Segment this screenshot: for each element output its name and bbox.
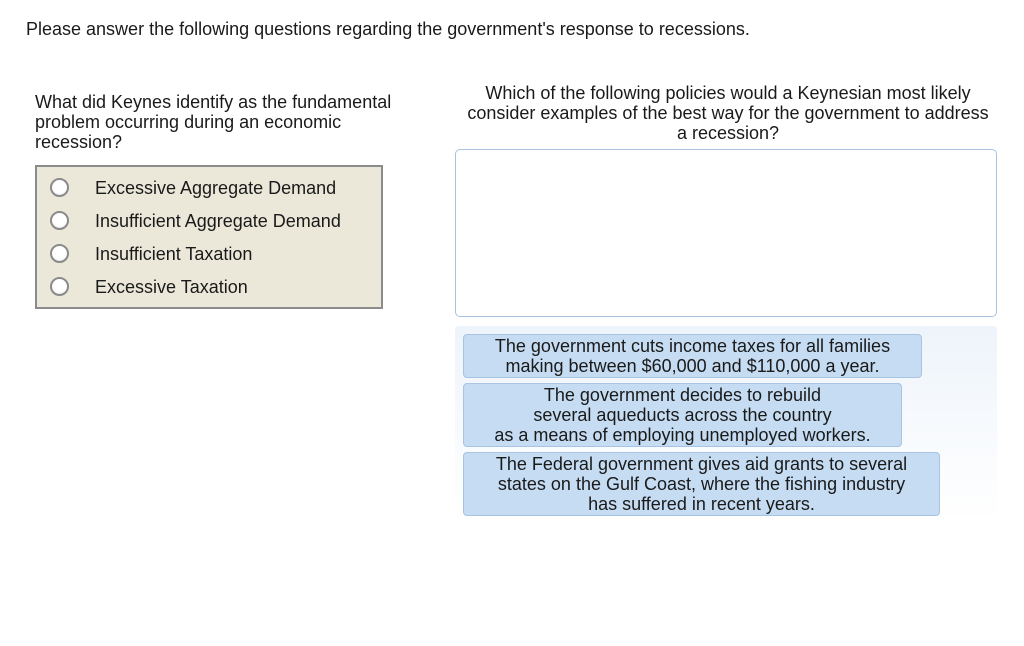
card-text-line: states on the Gulf Coast, where the fishing industry [497,474,906,494]
question-2-prompt: Which of the following policies would a Keynesian most likely consider examples of the best way for the government to address a recession? [467,83,989,143]
card-text-line: making between $60,000 and $110,000 a year. [505,356,880,376]
card-text-line: several aqueducts across the country [533,405,832,425]
option-excessive-aggregate-demand[interactable] [37,174,381,204]
card-text-line: The government decides to rebuild [543,385,822,405]
policy-card-aid-grants[interactable] [463,452,940,516]
question-1-options [35,165,383,309]
option-label: Excessive Aggregate Demand [95,178,337,198]
radio-button-icon[interactable] [50,211,69,230]
option-label: Insufficient Taxation [95,244,253,264]
policy-card-aqueducts[interactable] [463,383,902,447]
radio-button-icon[interactable] [50,277,69,296]
option-insufficient-taxation[interactable] [37,240,381,270]
question-1-prompt: What did Keynes identify as the fundamental problem occurring during an economic recession? [35,92,392,152]
radio-button-icon[interactable] [50,244,69,263]
answer-drop-zone[interactable] [455,149,997,317]
option-label: Excessive Taxation [95,277,248,297]
card-text-line: as a means of employing unemployed workers. [494,425,871,445]
option-excessive-taxation[interactable] [37,273,381,303]
radio-button-icon[interactable] [50,178,69,197]
option-label: Insufficient Aggregate Demand [95,211,341,231]
card-text-line: The government cuts income taxes for all families [494,336,891,356]
policy-card-tax-cut[interactable] [463,334,922,378]
option-insufficient-aggregate-demand[interactable] [37,207,381,237]
card-text-line: The Federal government gives aid grants to several [495,454,908,474]
instructions-text: Please answer the following questions regarding the government's response to recessions. [26,19,750,39]
card-text-line: has suffered in recent years. [588,494,815,514]
